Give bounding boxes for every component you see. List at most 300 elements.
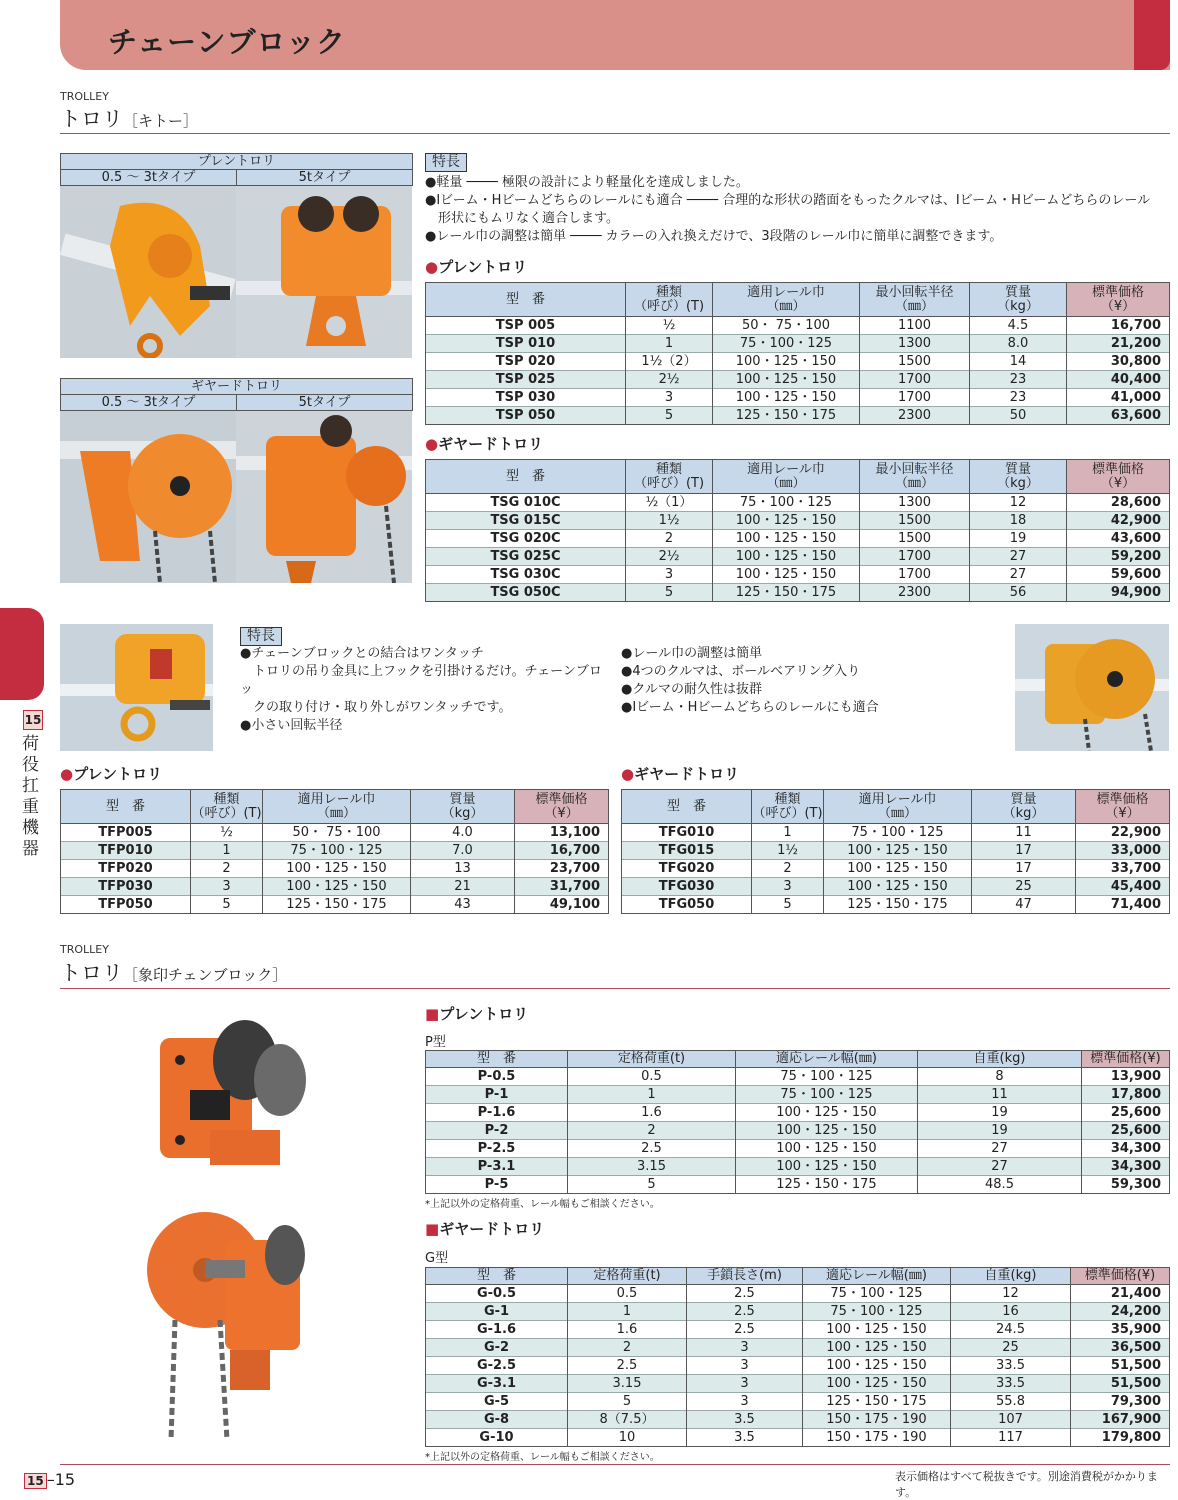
table-cell: 2.5 <box>687 1285 803 1303</box>
table-cell: TSP 020 <box>426 353 626 371</box>
table-cell: 150・175・190 <box>803 1411 951 1429</box>
table-cell: 45,400 <box>1076 878 1170 896</box>
table-cell: 100・125・150 <box>803 1375 951 1393</box>
table-cell: 2.5 <box>687 1321 803 1339</box>
table-cell: 5 <box>568 1176 736 1194</box>
table-cell: 17,800 <box>1082 1086 1170 1104</box>
col-header: 型 番 <box>622 790 752 824</box>
table-cell: G-10 <box>426 1429 568 1447</box>
zoji-plain-table <box>425 1050 1170 1194</box>
col-header: 質量 （kg） <box>411 790 515 824</box>
table-row <box>426 512 1170 530</box>
table-row <box>426 1122 1170 1140</box>
table-row <box>426 1375 1170 1393</box>
col-header: 標準価格 （¥） <box>1076 790 1170 824</box>
feature-item: ●4つのクルマは、ボールベアリング入り <box>621 664 861 679</box>
table-cell: 59,200 <box>1067 548 1170 566</box>
table-cell: 100・125・150 <box>713 530 860 548</box>
table-cell: 2300 <box>860 407 970 425</box>
table-cell: 50・ 75・100 <box>263 824 411 842</box>
table-row <box>426 1339 1170 1357</box>
table-cell: 1 <box>752 824 824 842</box>
col-header: 標準価格(¥) <box>1082 1051 1170 1068</box>
table-cell: P-2.5 <box>426 1140 568 1158</box>
table-cell: 3 <box>752 878 824 896</box>
table-cell: 41,000 <box>1067 389 1170 407</box>
feature-item: ●Iビーム・Hビームどちらのレールにも適合 ──── 合理的な形状の踏面をもったクルマは、Iビーム・Hビームどちらのレール <box>425 193 1151 208</box>
table-cell: 27 <box>970 548 1067 566</box>
table-cell: TSG 015C <box>426 512 626 530</box>
table-row <box>426 584 1170 602</box>
table-row <box>61 878 609 896</box>
table-cell: 100・125・150 <box>736 1158 918 1176</box>
table-row <box>426 566 1170 584</box>
section-title: トロリ［キトー］ <box>60 107 199 131</box>
table-cell: 11 <box>972 824 1076 842</box>
table-cell: 4.0 <box>411 824 515 842</box>
table-cell: 23 <box>970 389 1067 407</box>
table-cell: 17 <box>972 842 1076 860</box>
table-cell: 8.0 <box>970 335 1067 353</box>
table-cell: 34,300 <box>1082 1140 1170 1158</box>
table-cell: 125・150・175 <box>713 407 860 425</box>
photo-block-plain <box>60 153 413 358</box>
table-cell: G-2 <box>426 1339 568 1357</box>
table-row <box>426 1086 1170 1104</box>
table-cell: 100・125・150 <box>824 842 972 860</box>
table-cell: 100・125・150 <box>713 389 860 407</box>
table-cell: 117 <box>951 1429 1071 1447</box>
table-cell: 13,900 <box>1082 1068 1170 1086</box>
features-list <box>425 174 1170 246</box>
table-cell: 28,600 <box>1067 494 1170 512</box>
feature-item: ●小さい回転半径 <box>240 718 343 733</box>
table-cell: 1½ <box>626 512 713 530</box>
table-row <box>622 824 1170 842</box>
page-number: 15 –15 <box>24 1470 75 1489</box>
section-label: TROLLEY <box>60 90 109 103</box>
feature-item: ●レール巾の調整は簡単 <box>621 646 763 661</box>
table-cell: TFP030 <box>61 878 191 896</box>
page-header-banner <box>60 0 1170 70</box>
table-cell: 43,600 <box>1067 530 1170 548</box>
table-cell: 1500 <box>860 530 970 548</box>
table-cell: 55.8 <box>951 1393 1071 1411</box>
table-cell: 2.5 <box>568 1357 687 1375</box>
table-row <box>61 860 609 878</box>
table-cell: G-3.1 <box>426 1375 568 1393</box>
photo-subcaption: 0.5 ～ 3tタイプ <box>60 170 237 186</box>
table-cell: 4.5 <box>970 317 1067 335</box>
feature-item: ●チェーンブロックとの結合はワンタッチ <box>240 646 484 661</box>
table-cell: P-2 <box>426 1122 568 1140</box>
trolley-photo <box>60 186 236 358</box>
col-header: 質量 （kg） <box>970 283 1067 317</box>
table-cell: TFG030 <box>622 878 752 896</box>
table-row <box>426 317 1170 335</box>
features-label: 特長 <box>425 153 467 172</box>
table-cell: 11 <box>918 1086 1082 1104</box>
col-header: 適用レール巾 （㎜） <box>713 283 860 317</box>
table-cell: 36,500 <box>1071 1339 1170 1357</box>
table-title: ■ギヤードトロリ <box>425 1220 545 1238</box>
table-row <box>426 1068 1170 1086</box>
table-cell: TSG 050C <box>426 584 626 602</box>
table-cell: 25,600 <box>1082 1122 1170 1140</box>
col-header: 自重(kg) <box>951 1268 1071 1285</box>
feature-item: ●軽量 ──── 極限の設計により軽量化を達成しました。 <box>425 175 749 190</box>
trolley-photo <box>60 411 236 583</box>
table-cell: 3 <box>191 878 263 896</box>
table-cell: 5 <box>191 896 263 914</box>
table-row <box>426 1393 1170 1411</box>
table-cell: 100・125・150 <box>263 878 411 896</box>
table-cell: 51,500 <box>1071 1375 1170 1393</box>
table-cell: 100・125・150 <box>713 512 860 530</box>
table-cell: 22,900 <box>1076 824 1170 842</box>
table-cell: 27 <box>918 1140 1082 1158</box>
table-cell: 18 <box>970 512 1067 530</box>
table-row <box>426 1140 1170 1158</box>
table-cell: 13,100 <box>515 824 609 842</box>
table-row <box>426 353 1170 371</box>
table-cell: 27 <box>918 1158 1082 1176</box>
table-cell: 75・100・125 <box>736 1086 918 1104</box>
table-cell: TSG 030C <box>426 566 626 584</box>
table-cell: G-0.5 <box>426 1285 568 1303</box>
table-cell: ½ <box>191 824 263 842</box>
table-cell: 2 <box>626 530 713 548</box>
section-label: TROLLEY <box>60 943 109 956</box>
table-row <box>426 1303 1170 1321</box>
table-cell: 100・125・150 <box>713 353 860 371</box>
table-cell: 100・125・150 <box>713 548 860 566</box>
table-cell: 75・100・125 <box>803 1285 951 1303</box>
zoji-geared-table <box>425 1267 1170 1447</box>
trolley-photo <box>150 1010 310 1185</box>
table-cell: TFG020 <box>622 860 752 878</box>
table-cell: 0.5 <box>568 1285 687 1303</box>
table-cell: 1300 <box>860 494 970 512</box>
section-title: トロリ［象印チェンブロック］ <box>60 961 288 985</box>
table-row <box>622 860 1170 878</box>
table-cell: 75・100・125 <box>824 824 972 842</box>
photo-subcaption: 5tタイプ <box>237 395 413 411</box>
table-cell: 49,100 <box>515 896 609 914</box>
table-cell: 33.5 <box>951 1375 1071 1393</box>
table-cell: 40,400 <box>1067 371 1170 389</box>
table-cell: 75・100・125 <box>263 842 411 860</box>
table-note: *上記以外の定格荷重、レール幅もご相談ください。 <box>425 1452 660 1463</box>
table-cell: 8（7.5） <box>568 1411 687 1429</box>
table-cell: 3 <box>687 1393 803 1411</box>
table-cell: TSG 025C <box>426 548 626 566</box>
table-cell: 12 <box>951 1285 1071 1303</box>
table-title: ■プレントロリ <box>425 1005 529 1023</box>
table-cell: 107 <box>951 1411 1071 1429</box>
table-row <box>61 842 609 860</box>
table-cell: TFP005 <box>61 824 191 842</box>
table-row <box>622 842 1170 860</box>
table-cell: TSP 030 <box>426 389 626 407</box>
feature-item: 形状にもムリなく適合します。 <box>425 211 619 226</box>
kito-geared-table <box>425 459 1170 602</box>
table-cell: 2.5 <box>568 1140 736 1158</box>
feature-item: ●レール巾の調整は簡単 ──── カラーの入れ換えだけで、3段階のレール巾に簡単に調整できます。 <box>425 229 1003 244</box>
table-cell: TSG 010C <box>426 494 626 512</box>
table-cell: 43 <box>411 896 515 914</box>
col-header: 適応レール幅(㎜) <box>736 1051 918 1068</box>
table-cell: 2½ <box>626 371 713 389</box>
table-row <box>426 1104 1170 1122</box>
table-title: ●ギヤードトロリ <box>425 435 544 453</box>
page-title: チェーンブロック <box>108 25 346 59</box>
col-header: 適用レール巾 （㎜） <box>824 790 972 824</box>
table-cell: 23 <box>970 371 1067 389</box>
table-cell: 19 <box>970 530 1067 548</box>
table-cell: 13 <box>411 860 515 878</box>
col-header: 型 番 <box>426 1051 568 1068</box>
table-cell: 2 <box>752 860 824 878</box>
trolley-photo <box>1015 624 1169 751</box>
col-header: 標準価格(¥) <box>1071 1268 1170 1285</box>
table-cell: 2 <box>568 1122 736 1140</box>
table-cell: 5 <box>626 584 713 602</box>
tf-geared-table <box>621 789 1170 914</box>
table-cell: 100・125・150 <box>803 1321 951 1339</box>
table-cell: 100・125・150 <box>263 860 411 878</box>
table-cell: 31,700 <box>515 878 609 896</box>
tf-plain-table <box>60 789 609 914</box>
table-cell: 33.5 <box>951 1357 1071 1375</box>
features-list <box>621 645 1001 717</box>
table-cell: 75・100・125 <box>803 1303 951 1321</box>
table-cell: ½（1） <box>626 494 713 512</box>
table-cell: 1½ <box>752 842 824 860</box>
table-title: ●ギヤードトロリ <box>621 765 740 783</box>
table-cell: 150・175・190 <box>803 1429 951 1447</box>
table-cell: 79,300 <box>1071 1393 1170 1411</box>
table-cell: 2.5 <box>687 1303 803 1321</box>
table-cell: 2 <box>191 860 263 878</box>
table-cell: 5 <box>568 1393 687 1411</box>
table-row <box>622 896 1170 914</box>
table-cell: TSG 020C <box>426 530 626 548</box>
table-cell: 3 <box>626 389 713 407</box>
table-cell: 27 <box>970 566 1067 584</box>
trolley-photo <box>236 411 412 583</box>
table-cell: 24,200 <box>1071 1303 1170 1321</box>
table-cell: 1700 <box>860 548 970 566</box>
divider <box>60 988 1170 989</box>
type-label: G型 <box>425 1251 449 1266</box>
col-header: 種類 （呼び）(T) <box>191 790 263 824</box>
table-cell: TSP 025 <box>426 371 626 389</box>
photo-subcaption: 0.5 ～ 3tタイプ <box>60 395 237 411</box>
table-cell: 125・150・175 <box>824 896 972 914</box>
table-cell: 100・125・150 <box>824 860 972 878</box>
table-cell: 125・150・175 <box>263 896 411 914</box>
table-row <box>426 530 1170 548</box>
table-cell: P-1 <box>426 1086 568 1104</box>
trolley-photo <box>236 186 412 358</box>
photo-block-geared <box>60 378 413 583</box>
kito-plain-table <box>425 282 1170 425</box>
table-cell: 33,000 <box>1076 842 1170 860</box>
table-row <box>426 1411 1170 1429</box>
col-header: 適用レール巾 （㎜） <box>713 460 860 494</box>
features-list <box>240 645 610 735</box>
table-cell: P-5 <box>426 1176 568 1194</box>
feature-item: クの取り付け・取り外しがワンタッチです。 <box>240 700 512 715</box>
table-cell: 75・100・125 <box>713 494 860 512</box>
table-cell: 17 <box>972 860 1076 878</box>
feature-item: ●クルマの耐久性は抜群 <box>621 682 762 697</box>
table-cell: 25,600 <box>1082 1104 1170 1122</box>
table-cell: G-1 <box>426 1303 568 1321</box>
table-cell: TFP020 <box>61 860 191 878</box>
table-cell: 94,900 <box>1067 584 1170 602</box>
table-cell: P-0.5 <box>426 1068 568 1086</box>
table-cell: 19 <box>918 1122 1082 1140</box>
table-cell: 167,900 <box>1071 1411 1170 1429</box>
table-cell: 100・125・150 <box>803 1357 951 1375</box>
table-cell: 21 <box>411 878 515 896</box>
table-cell: 100・125・150 <box>736 1140 918 1158</box>
divider <box>60 1464 1170 1465</box>
col-header: 型 番 <box>426 283 626 317</box>
table-row <box>426 1357 1170 1375</box>
table-cell: 1700 <box>860 371 970 389</box>
col-header: 標準価格 （¥） <box>515 790 609 824</box>
table-cell: 50 <box>970 407 1067 425</box>
table-cell: 100・125・150 <box>824 878 972 896</box>
table-cell: 1700 <box>860 566 970 584</box>
table-cell: 71,400 <box>1076 896 1170 914</box>
table-cell: 1.6 <box>568 1321 687 1339</box>
table-cell: TFP050 <box>61 896 191 914</box>
table-cell: 1 <box>191 842 263 860</box>
divider <box>60 133 1170 134</box>
feature-item: ●Iビーム・Hビームどちらのレールにも適合 <box>621 700 879 715</box>
table-cell: 5 <box>626 407 713 425</box>
col-header: 手鎖長さ(m) <box>687 1268 803 1285</box>
photo-caption: プレントロリ <box>60 153 413 170</box>
table-cell: 3.15 <box>568 1375 687 1393</box>
table-cell: 10 <box>568 1429 687 1447</box>
col-header: 自重(kg) <box>918 1051 1082 1068</box>
header-tab <box>1134 0 1170 70</box>
col-header: 種類 （呼び）(T) <box>752 790 824 824</box>
table-cell: 35,900 <box>1071 1321 1170 1339</box>
table-cell: 100・125・150 <box>803 1339 951 1357</box>
table-cell: 3 <box>626 566 713 584</box>
table-cell: TSP 005 <box>426 317 626 335</box>
table-cell: 100・125・150 <box>713 371 860 389</box>
col-header: 標準価格 （¥） <box>1067 460 1170 494</box>
chapter-tab[interactable] <box>0 608 44 700</box>
table-cell: 125・150・175 <box>736 1176 918 1194</box>
table-cell: 125・150・175 <box>803 1393 951 1411</box>
table-cell: G-5 <box>426 1393 568 1411</box>
col-header: 質量 （kg） <box>970 460 1067 494</box>
table-cell: 1 <box>568 1303 687 1321</box>
table-cell: 16,700 <box>515 842 609 860</box>
table-cell: TSP 010 <box>426 335 626 353</box>
table-row <box>426 335 1170 353</box>
table-cell: 100・125・150 <box>713 566 860 584</box>
table-cell: 8 <box>918 1068 1082 1086</box>
col-header: 質量 （kg） <box>972 790 1076 824</box>
table-row <box>426 1176 1170 1194</box>
table-row <box>426 1429 1170 1447</box>
table-row <box>61 824 609 842</box>
table-cell: 2½ <box>626 548 713 566</box>
table-cell: 12 <box>970 494 1067 512</box>
trolley-photo <box>135 1210 310 1445</box>
table-cell: TFG010 <box>622 824 752 842</box>
table-cell: 19 <box>918 1104 1082 1122</box>
table-row <box>426 1321 1170 1339</box>
table-cell: 14 <box>970 353 1067 371</box>
trolley-photo <box>60 624 213 751</box>
table-row <box>426 1285 1170 1303</box>
features-label: 特長 <box>240 627 282 646</box>
col-header: 最小回転半径 （㎜） <box>860 460 970 494</box>
table-cell: 1500 <box>860 512 970 530</box>
col-header: 型 番 <box>426 460 626 494</box>
table-cell: TFG050 <box>622 896 752 914</box>
table-cell: 1300 <box>860 335 970 353</box>
table-cell: 125・150・175 <box>713 584 860 602</box>
table-cell: 3 <box>687 1375 803 1393</box>
col-header: 定格荷重(t) <box>568 1051 736 1068</box>
table-cell: 3 <box>687 1339 803 1357</box>
table-cell: 1.6 <box>568 1104 736 1122</box>
table-cell: 23,700 <box>515 860 609 878</box>
table-cell: 1 <box>568 1086 736 1104</box>
table-title: ●プレントロリ <box>60 765 163 783</box>
chapter-number: 15 <box>23 710 43 730</box>
col-header: 適応レール幅(㎜) <box>803 1268 951 1285</box>
table-cell: 51,500 <box>1071 1357 1170 1375</box>
table-cell: 1500 <box>860 353 970 371</box>
table-cell: 75・100・125 <box>736 1068 918 1086</box>
table-cell: 2 <box>568 1339 687 1357</box>
table-cell: 3.5 <box>687 1429 803 1447</box>
col-header: 定格荷重(t) <box>568 1268 687 1285</box>
col-header: 種類 （呼び）(T) <box>626 460 713 494</box>
table-cell: 7.0 <box>411 842 515 860</box>
feature-item: トロリの吊り金具に上フックを引掛けるだけ。チェーンブロッ <box>240 664 602 697</box>
table-cell: TSP 050 <box>426 407 626 425</box>
table-cell: 47 <box>972 896 1076 914</box>
col-header: 標準価格 （¥） <box>1067 283 1170 317</box>
table-row <box>426 494 1170 512</box>
table-cell: 1 <box>626 335 713 353</box>
table-cell: 25 <box>972 878 1076 896</box>
table-cell: G-2.5 <box>426 1357 568 1375</box>
table-cell: 16,700 <box>1067 317 1170 335</box>
col-header: 型 番 <box>61 790 191 824</box>
table-cell: 75・100・125 <box>713 335 860 353</box>
table-cell: 5 <box>752 896 824 914</box>
table-cell: 50・ 75・100 <box>713 317 860 335</box>
table-cell: G-8 <box>426 1411 568 1429</box>
table-cell: G-1.6 <box>426 1321 568 1339</box>
photo-subcaption: 5tタイプ <box>237 170 413 186</box>
type-label: P型 <box>425 1035 446 1050</box>
